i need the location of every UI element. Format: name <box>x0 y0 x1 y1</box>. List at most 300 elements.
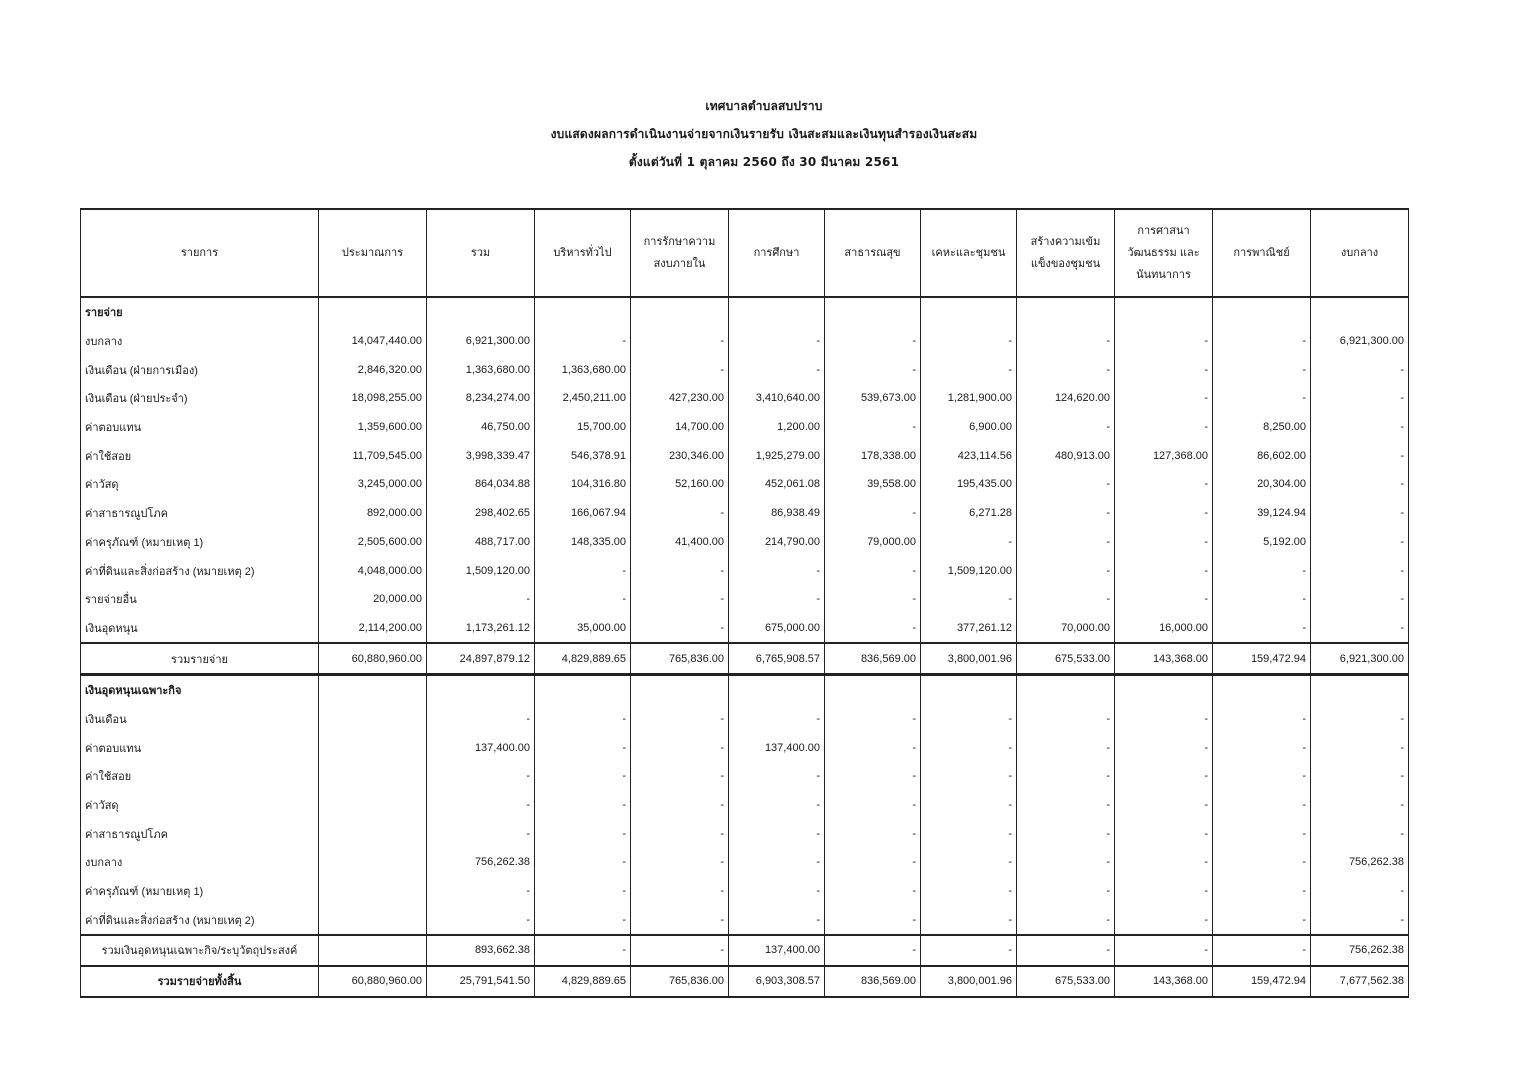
table-cell: - <box>921 791 1017 820</box>
table-cell: 20,000.00 <box>319 585 427 614</box>
table-cell: 148,335.00 <box>535 528 631 557</box>
table-row <box>81 905 1409 935</box>
table-cell: - <box>1017 470 1115 499</box>
table-cell: - <box>1311 528 1409 557</box>
table-cell <box>1311 297 1409 327</box>
table-cell: - <box>1115 791 1213 820</box>
table-cell: 1,509,120.00 <box>427 556 535 585</box>
table-cell: - <box>1213 585 1311 614</box>
table-row <box>81 556 1409 585</box>
table-cell: - <box>535 877 631 906</box>
table-cell: - <box>825 819 921 848</box>
table-cell: - <box>1115 327 1213 356</box>
row-label: เงินอุดหนุน <box>81 614 319 644</box>
table-cell: 15,700.00 <box>535 413 631 442</box>
table-cell: - <box>427 585 535 614</box>
table-cell: - <box>631 877 729 906</box>
table-cell: 35,000.00 <box>535 614 631 644</box>
table-cell: - <box>535 935 631 966</box>
table-cell: - <box>535 762 631 791</box>
table-cell: - <box>825 585 921 614</box>
table-cell: 2,505,600.00 <box>319 528 427 557</box>
table-cell <box>1017 297 1115 327</box>
table-cell: - <box>1017 585 1115 614</box>
table-body <box>81 297 1409 997</box>
table-cell: 137,400.00 <box>427 733 535 762</box>
table-cell: 6,765,908.57 <box>729 643 825 674</box>
table-cell: 143,368.00 <box>1115 966 1213 997</box>
table-cell: - <box>535 705 631 734</box>
table-cell: - <box>535 848 631 877</box>
table-cell: - <box>729 355 825 384</box>
table-cell: - <box>631 585 729 614</box>
table-cell: 4,829,889.65 <box>535 643 631 674</box>
table-cell: - <box>535 327 631 356</box>
table-cell: - <box>1311 355 1409 384</box>
table-cell: - <box>825 413 921 442</box>
table-cell: - <box>1311 762 1409 791</box>
row-label: ค่าสาธารณูปโภค <box>81 819 319 848</box>
table-cell: - <box>1017 528 1115 557</box>
table-cell: - <box>631 614 729 644</box>
table-cell <box>319 848 427 877</box>
table-cell: 1,281,900.00 <box>921 384 1017 413</box>
table-cell: - <box>1311 585 1409 614</box>
table-cell: 159,472.94 <box>1213 643 1311 674</box>
table-cell <box>921 297 1017 327</box>
table-cell: - <box>1017 762 1115 791</box>
column-header: งบกลาง <box>1311 209 1409 297</box>
table-cell <box>631 674 729 704</box>
expenditure-table <box>80 208 1409 998</box>
report-title-block <box>0 92 1528 176</box>
table-cell: - <box>1213 905 1311 935</box>
table-cell: - <box>1017 705 1115 734</box>
table-cell: - <box>631 556 729 585</box>
subtotal-row <box>81 643 1409 674</box>
table-cell: 452,061.08 <box>729 470 825 499</box>
table-cell: 4,048,000.00 <box>319 556 427 585</box>
table-row <box>81 441 1409 470</box>
row-label: ค่าวัสดุ <box>81 470 319 499</box>
table-cell <box>319 762 427 791</box>
table-cell: 214,790.00 <box>729 528 825 557</box>
table-cell <box>427 674 535 704</box>
table-cell: 1,173,261.12 <box>427 614 535 644</box>
row-label: ค่าที่ดินและสิ่งก่อสร้าง (หมายเหตุ 2) <box>81 556 319 585</box>
table-cell: - <box>535 819 631 848</box>
table-cell: - <box>1213 733 1311 762</box>
table-cell: - <box>1115 733 1213 762</box>
table-cell: - <box>729 877 825 906</box>
table-cell: - <box>1311 556 1409 585</box>
table-cell: 60,880,960.00 <box>319 643 427 674</box>
table-cell: 6,921,300.00 <box>1311 327 1409 356</box>
table-cell: - <box>1311 705 1409 734</box>
table-cell: 6,271.28 <box>921 499 1017 528</box>
table-cell: - <box>631 499 729 528</box>
table-cell: 423,114.56 <box>921 441 1017 470</box>
table-cell: - <box>825 556 921 585</box>
table-cell: - <box>921 585 1017 614</box>
table-cell: 893,662.38 <box>427 935 535 966</box>
table-cell: 4,829,889.65 <box>535 966 631 997</box>
table-cell: - <box>631 733 729 762</box>
table-cell: - <box>1115 585 1213 614</box>
table-cell <box>1311 674 1409 704</box>
table-cell: - <box>1213 848 1311 877</box>
table-cell: 16,000.00 <box>1115 614 1213 644</box>
table-cell: 1,509,120.00 <box>921 556 1017 585</box>
column-header: เคหะและชุมชน <box>921 209 1017 297</box>
table-row <box>81 499 1409 528</box>
table-cell: 25,791,541.50 <box>427 966 535 997</box>
table-cell: - <box>1017 556 1115 585</box>
table-cell: 377,261.12 <box>921 614 1017 644</box>
table-cell: 2,846,320.00 <box>319 355 427 384</box>
table-cell: - <box>427 877 535 906</box>
table-cell: - <box>921 327 1017 356</box>
table-cell: - <box>1213 791 1311 820</box>
table-cell: 756,262.38 <box>1311 935 1409 966</box>
table-cell: 546,378.91 <box>535 441 631 470</box>
table-cell <box>825 297 921 327</box>
row-label: ค่าที่ดินและสิ่งก่อสร้าง (หมายเหตุ 2) <box>81 905 319 935</box>
row-label: งบกลาง <box>81 848 319 877</box>
table-cell: - <box>921 877 1017 906</box>
column-header: การศาสนา วัฒนธรรม และนันทนาการ <box>1115 209 1213 297</box>
table-cell: 8,234,274.00 <box>427 384 535 413</box>
row-label: งบกลาง <box>81 327 319 356</box>
table-cell: - <box>825 848 921 877</box>
table-row <box>81 819 1409 848</box>
table-cell: - <box>535 585 631 614</box>
table-cell: 488,717.00 <box>427 528 535 557</box>
table-row <box>81 762 1409 791</box>
table-cell: - <box>631 705 729 734</box>
row-label: ค่าครุภัณฑ์ (หมายเหตุ 1) <box>81 528 319 557</box>
table-cell: - <box>1311 413 1409 442</box>
table-cell: - <box>1311 791 1409 820</box>
table-cell: - <box>1213 384 1311 413</box>
table-cell: 11,709,545.00 <box>319 441 427 470</box>
table-cell: 6,903,308.57 <box>729 966 825 997</box>
table-cell: - <box>631 935 729 966</box>
table-cell: 104,316.80 <box>535 470 631 499</box>
table-cell: - <box>729 556 825 585</box>
table-cell: 6,921,300.00 <box>427 327 535 356</box>
table-row <box>81 413 1409 442</box>
table-cell: - <box>1115 528 1213 557</box>
table-cell: - <box>1311 499 1409 528</box>
table-cell <box>319 935 427 966</box>
row-label: ค่าวัสดุ <box>81 791 319 820</box>
table-cell <box>319 674 427 704</box>
table-cell: - <box>535 791 631 820</box>
table-cell: - <box>1115 819 1213 848</box>
table-row <box>81 848 1409 877</box>
table-cell: 836,569.00 <box>825 966 921 997</box>
subtotal-row <box>81 935 1409 966</box>
table-cell: 41,400.00 <box>631 528 729 557</box>
table-cell: 20,304.00 <box>1213 470 1311 499</box>
table-row <box>81 877 1409 906</box>
table-cell: - <box>1213 614 1311 644</box>
table-cell: - <box>729 819 825 848</box>
table-cell: 539,673.00 <box>825 384 921 413</box>
table-cell: - <box>1311 470 1409 499</box>
table-cell: - <box>729 762 825 791</box>
table-cell: - <box>825 355 921 384</box>
table-cell: - <box>1115 848 1213 877</box>
table-cell: 3,800,001.96 <box>921 643 1017 674</box>
table-cell: 675,533.00 <box>1017 643 1115 674</box>
row-label: ค่าครุภัณฑ์ (หมายเหตุ 1) <box>81 877 319 906</box>
table-cell: - <box>825 877 921 906</box>
table-cell <box>427 297 535 327</box>
table-cell: 1,200.00 <box>729 413 825 442</box>
row-label: เงินเดือน <box>81 705 319 734</box>
table-cell: 427,230.00 <box>631 384 729 413</box>
table-cell: - <box>631 791 729 820</box>
table-cell: - <box>631 355 729 384</box>
table-cell: - <box>1017 499 1115 528</box>
column-header: ประมาณการ <box>319 209 427 297</box>
table-cell: - <box>1115 762 1213 791</box>
table-cell: - <box>1213 877 1311 906</box>
table-cell: - <box>427 791 535 820</box>
table-cell: 39,124.94 <box>1213 499 1311 528</box>
row-label: เงินเดือน (ฝ่ายการเมือง) <box>81 355 319 384</box>
table-cell: - <box>1115 705 1213 734</box>
table-row <box>81 585 1409 614</box>
table-cell <box>319 791 427 820</box>
column-header: สาธารณสุข <box>825 209 921 297</box>
table-cell: - <box>535 733 631 762</box>
table-cell: 765,836.00 <box>631 643 729 674</box>
report-title-org: เทศบาลตำบลสบปราบ <box>705 99 823 113</box>
table-cell: 675,533.00 <box>1017 966 1115 997</box>
table-cell: - <box>825 499 921 528</box>
table-cell: - <box>1017 935 1115 966</box>
table-cell: - <box>921 733 1017 762</box>
table-cell: - <box>631 762 729 791</box>
report-title-period: ตั้งแต่วันที่ 1 ตุลาคม 2560 ถึง 30 มีนาคม 2561 <box>628 155 900 169</box>
table-cell: - <box>1017 877 1115 906</box>
row-label: เงินเดือน (ฝ่ายประจำ) <box>81 384 319 413</box>
table-cell: 836,569.00 <box>825 643 921 674</box>
table-cell <box>319 297 427 327</box>
table-cell: 675,000.00 <box>729 614 825 644</box>
table-cell: 14,047,440.00 <box>319 327 427 356</box>
row-label: รวมเงินอุดหนุนเฉพาะกิจ/ระบุวัตถุประสงค์ <box>81 935 319 966</box>
table-cell: 2,114,200.00 <box>319 614 427 644</box>
table-cell: 52,160.00 <box>631 470 729 499</box>
table-cell: 39,558.00 <box>825 470 921 499</box>
table-cell: 137,400.00 <box>729 935 825 966</box>
table-cell: - <box>1311 905 1409 935</box>
row-label: รวมรายจ่าย <box>81 643 319 674</box>
table-cell: 60,880,960.00 <box>319 966 427 997</box>
column-header: การศึกษา <box>729 209 825 297</box>
table-row <box>81 355 1409 384</box>
table-cell: 892,000.00 <box>319 499 427 528</box>
row-label: รายจ่าย <box>81 297 319 327</box>
table-cell: - <box>1017 733 1115 762</box>
table-row <box>81 791 1409 820</box>
table-cell: 756,262.38 <box>427 848 535 877</box>
table-cell: 79,000.00 <box>825 528 921 557</box>
table-cell: - <box>427 905 535 935</box>
table-cell: - <box>921 705 1017 734</box>
table-cell: - <box>1311 384 1409 413</box>
table-cell: 3,245,000.00 <box>319 470 427 499</box>
table-cell: - <box>1311 733 1409 762</box>
table-cell <box>729 674 825 704</box>
table-cell: - <box>825 614 921 644</box>
section-heading-row <box>81 674 1409 704</box>
table-row <box>81 470 1409 499</box>
row-label: ค่าใช้สอย <box>81 762 319 791</box>
table-cell: - <box>1311 614 1409 644</box>
table-cell: - <box>921 935 1017 966</box>
table-cell: - <box>1213 935 1311 966</box>
table-cell: 1,925,279.00 <box>729 441 825 470</box>
row-label: ค่าใช้สอย <box>81 441 319 470</box>
table-cell: 137,400.00 <box>729 733 825 762</box>
table-cell <box>729 297 825 327</box>
table-cell: - <box>825 733 921 762</box>
table-cell <box>319 705 427 734</box>
table-cell: - <box>535 556 631 585</box>
table-cell: 1,359,600.00 <box>319 413 427 442</box>
table-cell: - <box>1017 819 1115 848</box>
table-cell <box>1017 674 1115 704</box>
table-cell: - <box>631 905 729 935</box>
table-cell: 86,938.49 <box>729 499 825 528</box>
section-heading-row <box>81 297 1409 327</box>
table-cell: 8,250.00 <box>1213 413 1311 442</box>
table-cell: 756,262.38 <box>1311 848 1409 877</box>
table-cell: - <box>1115 355 1213 384</box>
table-cell: - <box>1017 355 1115 384</box>
row-label: รวมรายจ่ายทั้งสิ้น <box>81 966 319 997</box>
table-cell: - <box>631 848 729 877</box>
table-cell: 143,368.00 <box>1115 643 1213 674</box>
row-label: ค่าสาธารณูปโภค <box>81 499 319 528</box>
table-cell: - <box>1213 819 1311 848</box>
row-label: ค่าตอบแทน <box>81 733 319 762</box>
column-header: รายการ <box>81 209 319 297</box>
row-label: ค่าตอบแทน <box>81 413 319 442</box>
table-cell: 6,900.00 <box>921 413 1017 442</box>
table-cell: - <box>1115 470 1213 499</box>
report-title-statement: งบแสดงผลการดำเนินงานจ่ายจากเงินรายรับ เงินสะสมและเงินทุนสำรองเงินสะสม <box>550 127 978 141</box>
table-cell <box>1115 297 1213 327</box>
table-cell: - <box>825 705 921 734</box>
table-cell <box>825 674 921 704</box>
table-cell: - <box>1311 819 1409 848</box>
table-cell: 159,472.94 <box>1213 966 1311 997</box>
table-cell <box>535 297 631 327</box>
table-cell: 765,836.00 <box>631 966 729 997</box>
table-cell: - <box>1017 327 1115 356</box>
table-cell: - <box>729 327 825 356</box>
table-cell <box>535 674 631 704</box>
table-cell: 86,602.00 <box>1213 441 1311 470</box>
table-row <box>81 528 1409 557</box>
table-cell <box>319 733 427 762</box>
table-cell: - <box>825 791 921 820</box>
table-cell: 6,921,300.00 <box>1311 643 1409 674</box>
table-cell: - <box>825 762 921 791</box>
table-cell: - <box>1213 705 1311 734</box>
table-cell: - <box>921 905 1017 935</box>
table-cell: 127,368.00 <box>1115 441 1213 470</box>
table-cell: 70,000.00 <box>1017 614 1115 644</box>
table-cell: 3,800,001.96 <box>921 966 1017 997</box>
table-cell <box>1115 674 1213 704</box>
table-cell: - <box>1311 441 1409 470</box>
table-cell: 14,700.00 <box>631 413 729 442</box>
table-cell: 195,435.00 <box>921 470 1017 499</box>
column-header: รวม <box>427 209 535 297</box>
table-cell: - <box>427 762 535 791</box>
table-cell: 864,034.88 <box>427 470 535 499</box>
column-header: บริหารทั่วไป <box>535 209 631 297</box>
table-cell: - <box>1213 355 1311 384</box>
table-cell: - <box>825 935 921 966</box>
table-row <box>81 327 1409 356</box>
table-cell: - <box>1115 556 1213 585</box>
column-header-row <box>81 209 1409 297</box>
table-cell: - <box>1213 556 1311 585</box>
table-cell: 1,363,680.00 <box>535 355 631 384</box>
column-header: การรักษาความสงบภายใน <box>631 209 729 297</box>
table-cell <box>319 905 427 935</box>
table-cell <box>319 819 427 848</box>
table-cell: - <box>729 905 825 935</box>
table-cell: - <box>427 705 535 734</box>
table-cell: - <box>1115 935 1213 966</box>
table-cell: 3,410,640.00 <box>729 384 825 413</box>
table-cell: 7,677,562.38 <box>1311 966 1409 997</box>
table-cell: 124,620.00 <box>1017 384 1115 413</box>
table-cell: 46,750.00 <box>427 413 535 442</box>
table-cell: - <box>631 819 729 848</box>
table-cell: 1,363,680.00 <box>427 355 535 384</box>
column-header: สร้างความเข้มแข็งของชุมชน <box>1017 209 1115 297</box>
table-cell: - <box>1017 413 1115 442</box>
table-cell: - <box>1311 877 1409 906</box>
table-cell: - <box>535 905 631 935</box>
table-cell <box>921 674 1017 704</box>
column-header: การพาณิชย์ <box>1213 209 1311 297</box>
table-cell: - <box>1115 499 1213 528</box>
table-cell: - <box>921 848 1017 877</box>
table-cell <box>1213 297 1311 327</box>
table-cell <box>631 297 729 327</box>
table-cell: - <box>1213 327 1311 356</box>
grand-total-row <box>81 966 1409 997</box>
table-cell: - <box>631 327 729 356</box>
table-row <box>81 614 1409 644</box>
table-cell: - <box>921 762 1017 791</box>
table-cell: - <box>427 819 535 848</box>
table-row <box>81 733 1409 762</box>
table-cell: - <box>1017 905 1115 935</box>
table-row <box>81 384 1409 413</box>
